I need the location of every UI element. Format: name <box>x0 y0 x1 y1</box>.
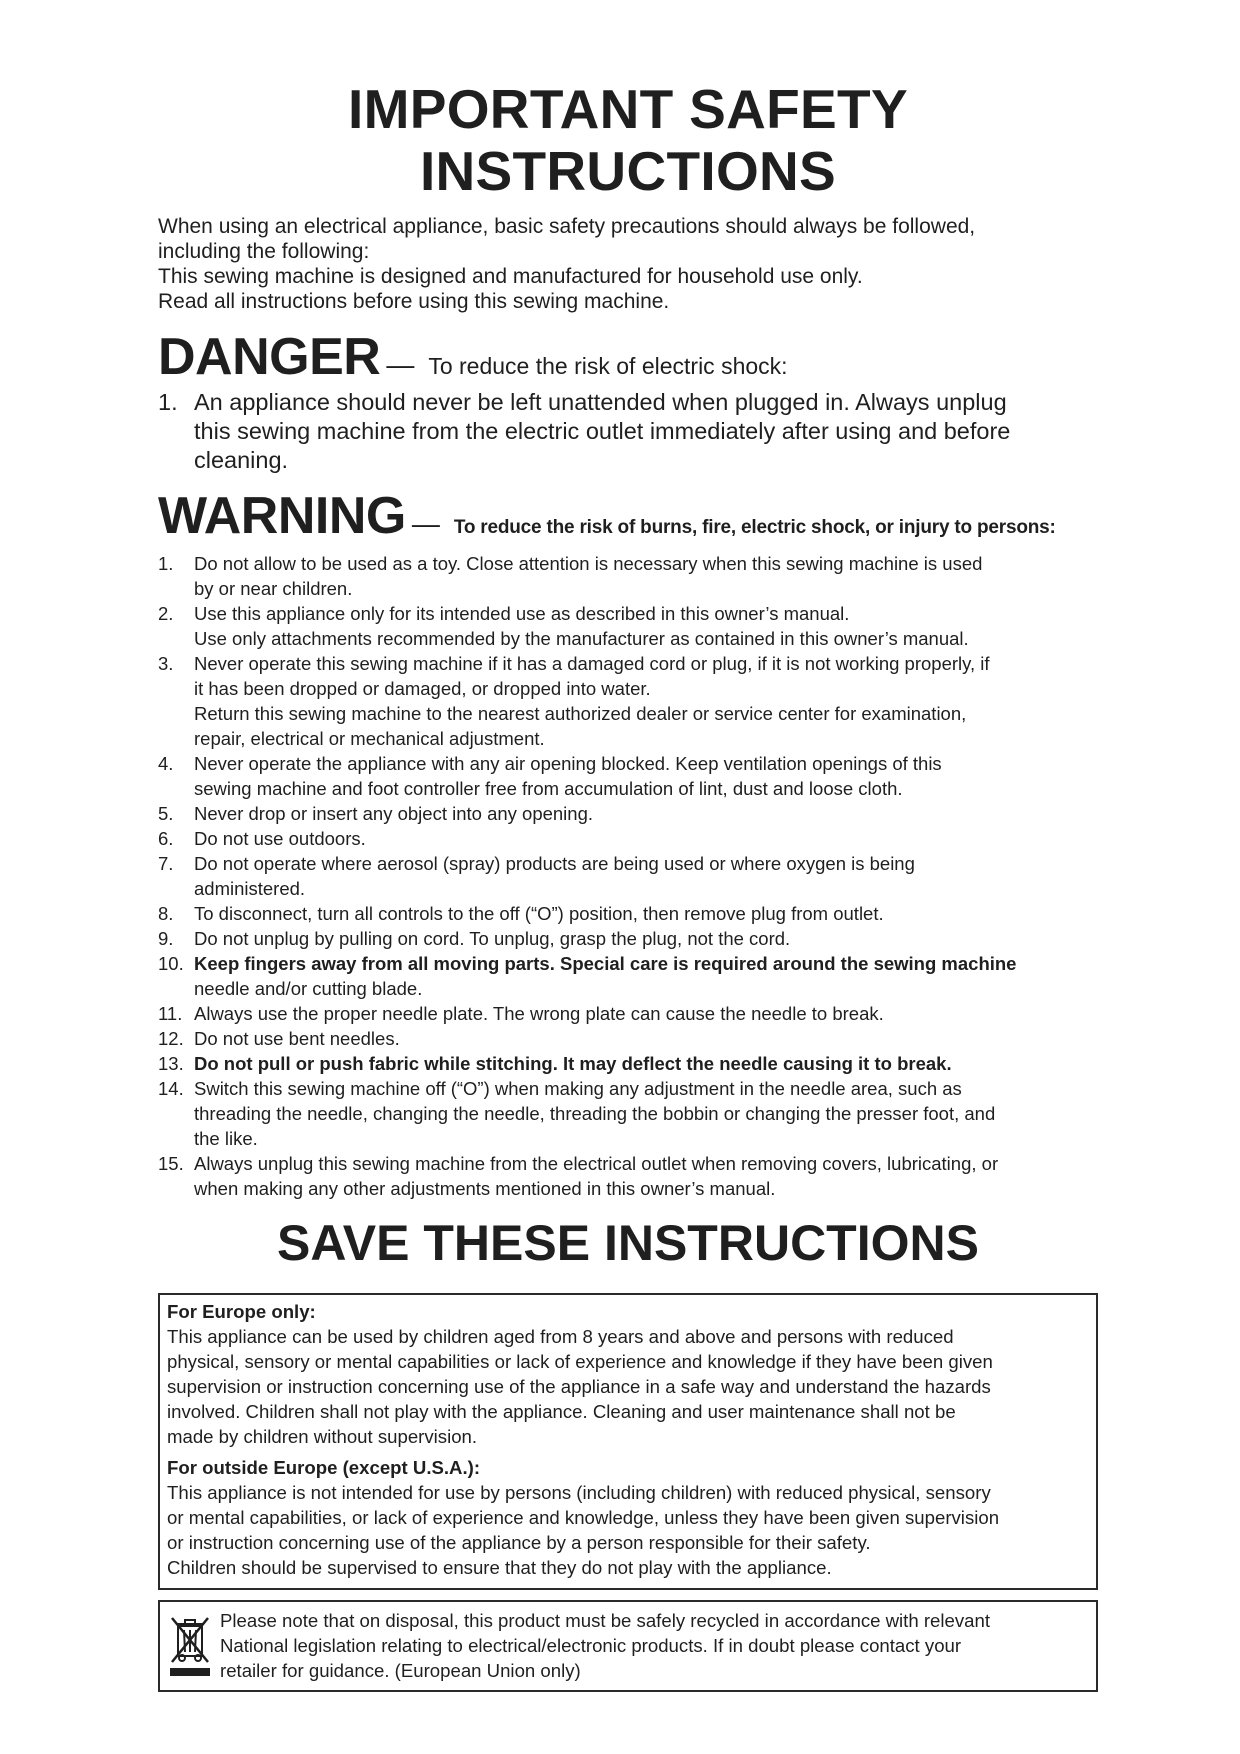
outside-europe-line: This appliance is not intended for use by persons (including children) with reduced physical, sensory <box>167 1482 991 1503</box>
warning-item <box>158 1051 1098 1076</box>
disposal-line: Please note that on disposal, this product must be safely recycled in accordance with relevant <box>220 1610 990 1631</box>
item-text <box>194 601 969 651</box>
item-number: 1. <box>158 389 178 415</box>
item-line: Use this appliance only for its intended use as described in this owner’s manual. <box>194 603 850 624</box>
item-number: 9. <box>158 928 174 949</box>
warning-dash: — <box>411 508 440 539</box>
item-number: 14. <box>158 1078 184 1099</box>
item-line: Never operate the appliance with any air opening blocked. Keep ventilation openings of this <box>194 753 942 774</box>
item-text <box>194 851 915 901</box>
item-text <box>194 1076 995 1151</box>
intro-text <box>158 214 1098 314</box>
warning-list <box>158 551 1098 1201</box>
outside-europe-heading: For outside Europe (except U.S.A.): <box>167 1457 481 1478</box>
warning-item <box>158 1001 1098 1026</box>
warning-item <box>158 851 1098 901</box>
item-number: 2. <box>158 603 174 624</box>
europe-line: supervision or instruction concerning use of the appliance in a safe way and understand the hazards <box>167 1376 991 1397</box>
europe-notice-box <box>158 1293 1098 1590</box>
item-number: 15. <box>158 1153 184 1174</box>
warning-item <box>158 1151 1098 1201</box>
item-line: To disconnect, turn all controls to the off (“O”) position, then remove plug from outlet. <box>194 903 884 924</box>
intro-line: Read all instructions before using this sewing machine. <box>158 290 670 313</box>
intro-line: When using an electrical appliance, basic safety precautions should always be followed, <box>158 215 976 238</box>
warning-subtitle: To reduce the risk of burns, fire, electric shock, or injury to persons: <box>453 517 1056 538</box>
outside-europe-line: or mental capabilities, or lack of experience and knowledge, unless they have been given supervision <box>167 1507 1000 1528</box>
europe-line: made by children without supervision. <box>167 1426 478 1447</box>
item-text <box>194 751 942 801</box>
disposal-line: National legislation relating to electrical/electronic products. If in doubt please contact your <box>220 1635 962 1656</box>
item-line: Never drop or insert any object into any opening. <box>194 803 594 824</box>
warning-item <box>158 926 1098 951</box>
item-number: 12. <box>158 1028 184 1049</box>
item-line: Never operate this sewing machine if it has a damaged cord or plug, if it is not working properly, if <box>194 653 990 674</box>
europe-heading: For Europe only: <box>167 1301 316 1322</box>
warning-item <box>158 1026 1098 1051</box>
outside-europe-line: or instruction concerning use of the appliance by a person responsible for their safety. <box>167 1532 871 1553</box>
intro-line: including the following: <box>158 240 370 263</box>
item-line: Always use the proper needle plate. The wrong plate can cause the needle to break. <box>194 1003 884 1024</box>
item-number: 10. <box>158 953 184 974</box>
item-number: 4. <box>158 753 174 774</box>
item-line: Always unplug this sewing machine from the electrical outlet when removing covers, lubricating, or <box>194 1153 999 1174</box>
item-number: 3. <box>158 653 174 674</box>
item-text <box>194 1151 998 1201</box>
outside-europe-line: Children should be supervised to ensure that they do not play with the appliance. <box>167 1557 832 1578</box>
item-line: this sewing machine from the electric outlet immediately after using and before <box>194 418 1011 444</box>
disposal-line: retailer for guidance. (European Union only) <box>220 1660 581 1681</box>
item-number: 8. <box>158 903 174 924</box>
item-text <box>194 801 593 826</box>
item-line: cleaning. <box>194 447 289 473</box>
safety-page <box>158 78 1098 1692</box>
item-line: Use only attachments recommended by the manufacturer as contained in this owner’s manual. <box>194 628 969 649</box>
item-text <box>194 388 1010 475</box>
item-line: needle and/or cutting blade. <box>194 978 423 999</box>
item-line: Do not operate where aerosol (spray) products are being used or where oxygen is being <box>194 853 915 874</box>
item-line: the like. <box>194 1128 258 1149</box>
item-line: Do not allow to be used as a toy. Close attention is necessary when this sewing machine is used <box>194 553 983 574</box>
warning-item <box>158 551 1098 601</box>
item-line: it has been dropped or damaged, or dropped into water. <box>194 678 651 699</box>
item-text <box>194 826 366 851</box>
crossed-out-wheelie-bin-icon <box>168 1612 214 1684</box>
item-number: 13. <box>158 1053 184 1074</box>
warning-item <box>158 901 1098 926</box>
europe-line: physical, sensory or mental capabilities or lack of experience and knowledge if they have been given <box>167 1351 993 1372</box>
item-number: 11. <box>158 1003 183 1024</box>
disposal-text <box>220 1608 990 1683</box>
europe-line: This appliance can be used by children aged from 8 years and above and persons with reduced <box>167 1326 954 1347</box>
item-text <box>194 1051 952 1076</box>
warning-header <box>158 487 1098 545</box>
warning-item <box>158 826 1098 851</box>
item-number: 7. <box>158 853 174 874</box>
warning-item <box>158 1076 1098 1151</box>
item-line: administered. <box>194 878 306 899</box>
item-line: Do not use outdoors. <box>194 828 366 849</box>
item-line: when making any other adjustments mentioned in this owner’s manual. <box>194 1178 776 1199</box>
danger-item <box>158 388 1098 475</box>
item-line: Return this sewing machine to the nearest authorized dealer or service center for examination, <box>194 703 967 724</box>
item-text <box>194 1026 400 1051</box>
item-text <box>194 551 982 601</box>
item-line-bold: Do not pull or push fabric while stitching. It may deflect the needle causing it to break. <box>194 1053 952 1074</box>
item-text <box>194 926 790 951</box>
danger-header <box>158 328 1098 386</box>
danger-list <box>158 388 1098 475</box>
item-text <box>194 651 990 751</box>
save-instructions-title: SAVE THESE INSTRUCTIONS <box>277 1215 979 1271</box>
danger-subtitle: To reduce the risk of electric shock: <box>428 353 788 379</box>
intro-line: This sewing machine is designed and manufactured for household use only. <box>158 265 863 288</box>
item-line: Do not unplug by pulling on cord. To unplug, grasp the plug, not the cord. <box>194 928 791 949</box>
page-title: IMPORTANT SAFETY INSTRUCTIONS <box>348 78 908 202</box>
item-line: threading the needle, changing the needle, threading the bobbin or changing the presser foot, and <box>194 1103 996 1124</box>
warning-item <box>158 651 1098 751</box>
danger-heading: DANGER <box>158 328 381 386</box>
disposal-notice-box <box>158 1600 1098 1692</box>
item-line: An appliance should never be left unattended when plugged in. Always unplug <box>194 389 1007 415</box>
item-line: Do not use bent needles. <box>194 1028 400 1049</box>
item-text <box>194 1001 884 1026</box>
item-number: 5. <box>158 803 174 824</box>
item-line: Switch this sewing machine off (“O”) when making any adjustment in the needle area, such as <box>194 1078 962 1099</box>
item-number: 1. <box>158 553 174 574</box>
europe-line: involved. Children shall not play with the appliance. Cleaning and user maintenance shall not be <box>167 1401 956 1422</box>
warning-heading: WARNING <box>158 487 406 545</box>
item-line-bold: Keep fingers away from all moving parts. Special care is required around the sewing machine <box>194 953 1017 974</box>
item-line: by or near children. <box>194 578 353 599</box>
danger-dash: — <box>386 349 415 380</box>
warning-item <box>158 601 1098 651</box>
item-text <box>194 901 884 926</box>
warning-item <box>158 801 1098 826</box>
item-number: 6. <box>158 828 174 849</box>
warning-item <box>158 951 1098 1001</box>
item-text <box>194 951 1016 1001</box>
item-line: repair, electrical or mechanical adjustment. <box>194 728 545 749</box>
item-line: sewing machine and foot controller free from accumulation of lint, dust and loose cloth. <box>194 778 903 799</box>
warning-item <box>158 751 1098 801</box>
